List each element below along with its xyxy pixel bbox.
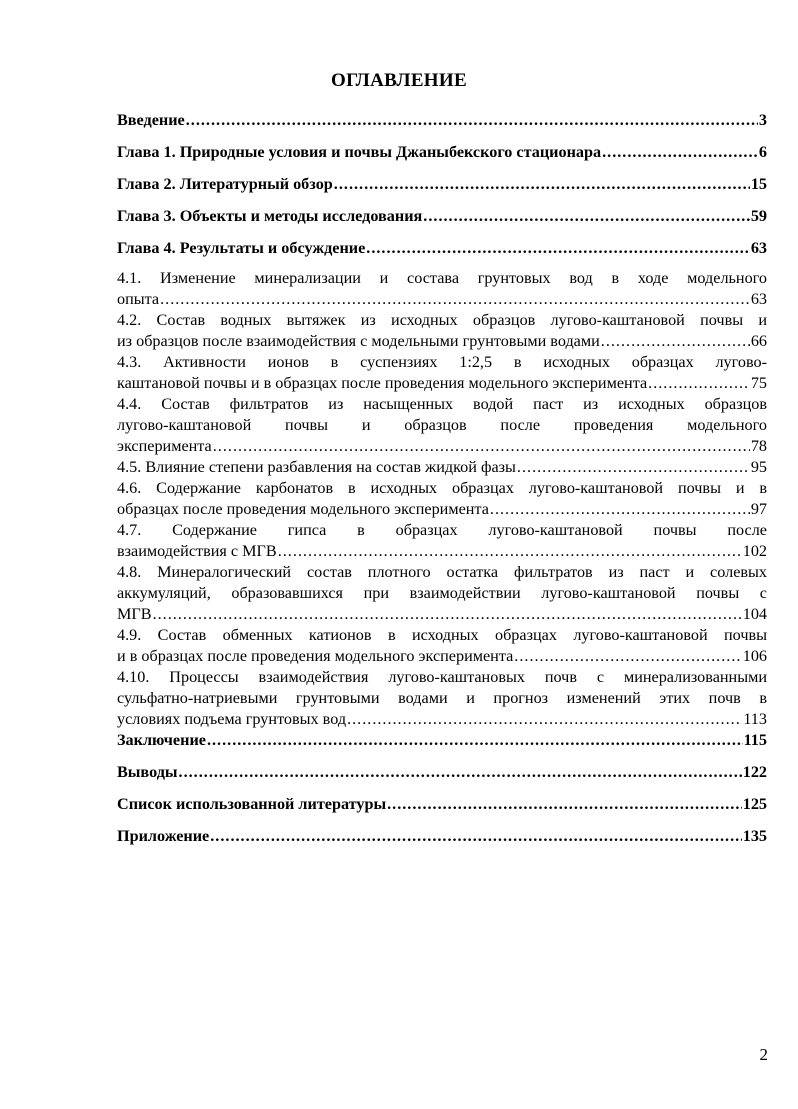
toc-entry[interactable] <box>117 562 767 625</box>
toc-entry-text-line: 4.7. Содержание гипса в образцах лугово-каштановой почвы после <box>117 521 767 539</box>
toc-entry-text-line: аккумуляций, образовавшихся при взаимодействии лугово-каштановой почвы с <box>117 584 767 602</box>
toc-entry-title: из образцов после взаимодействия с модельными грунтовыми водами <box>117 332 600 350</box>
toc-entry[interactable] <box>117 352 767 394</box>
toc-entry-text-line: сульфатно-натриевыми грунтовыми водами и прогноз изменений этих почв в <box>117 689 767 707</box>
dot-leader <box>601 331 750 352</box>
toc-entry-page: 63 <box>750 239 767 257</box>
toc-entry-title: Выводы <box>117 763 178 781</box>
dot-leader <box>179 762 742 783</box>
toc-entry[interactable] <box>117 238 767 259</box>
dot-leader <box>278 541 742 562</box>
toc-entry-title: Глава 2. Литературный обзор <box>117 175 333 193</box>
toc-entry-page: 104 <box>742 605 767 623</box>
toc-entry[interactable] <box>117 310 767 352</box>
table-of-contents <box>117 100 767 847</box>
toc-entry-title: 4.5. Влияние степени разбавления на состав жидкой фазы <box>117 458 516 476</box>
toc-entry-title: и в образцах после проведения модельного эксперимента <box>117 647 514 665</box>
toc-entry[interactable] <box>117 625 767 667</box>
toc-entry-title: Глава 1. Природные условия и почвы Джаныбекского стационара <box>117 143 602 161</box>
toc-entry-page: 75 <box>750 374 767 392</box>
dot-leader <box>648 373 750 394</box>
toc-entry-title: Глава 3. Объекты и методы исследования <box>117 207 423 225</box>
toc-entry-text-line: лугово-каштановой почвы и образцов после проведения модельного <box>117 416 767 434</box>
dot-leader <box>210 826 741 847</box>
toc-entry-page: 63 <box>750 290 767 308</box>
toc-entry-page: 95 <box>750 458 767 476</box>
toc-entry[interactable] <box>117 457 767 478</box>
dot-leader <box>334 174 750 195</box>
dot-leader <box>423 206 750 227</box>
toc-entry-page: 113 <box>743 710 767 728</box>
toc-entry-page: 135 <box>742 827 767 845</box>
toc-entry[interactable] <box>117 794 767 815</box>
toc-entry-page: 125 <box>742 795 767 813</box>
dot-leader <box>602 142 758 163</box>
toc-entry-title: опыта <box>117 290 160 308</box>
dot-leader <box>160 289 750 310</box>
toc-entry-title: Глава 4. Результаты и обсуждение <box>117 239 366 257</box>
toc-entry-page: 6 <box>758 143 767 161</box>
toc-entry-title: каштановой почвы и в образцах после проведения модельного эксперимента <box>117 374 648 392</box>
page-number: 2 <box>759 1045 768 1064</box>
toc-entry[interactable] <box>117 142 767 163</box>
toc-entry-title: эксперимента <box>117 437 212 455</box>
dot-leader <box>517 457 750 478</box>
toc-entry[interactable] <box>117 478 767 520</box>
toc-entry-text-line: 4.9. Состав обменных катионов в исходных образцах лугово-каштановой почвы <box>117 626 767 644</box>
toc-entry[interactable] <box>117 174 767 195</box>
toc-entry-page: 66 <box>750 332 767 350</box>
toc-entry-title: Приложение <box>117 827 210 845</box>
toc-entry-page: 78 <box>750 437 767 455</box>
toc-entry-page: 115 <box>743 731 767 749</box>
toc-entry[interactable] <box>117 206 767 227</box>
toc-entry-page: 3 <box>758 111 767 129</box>
toc-entry[interactable] <box>117 762 767 783</box>
toc-entry[interactable] <box>117 268 767 310</box>
toc-entry[interactable] <box>117 826 767 847</box>
toc-entry-text-line: 4.10. Процессы взаимодействия лугово-каштановых почв с минерализованными <box>117 668 767 686</box>
toc-entry[interactable] <box>117 667 767 730</box>
dot-leader <box>153 604 742 625</box>
toc-entry-page: 106 <box>742 647 767 665</box>
toc-entry[interactable] <box>117 520 767 562</box>
dot-leader <box>347 709 742 730</box>
toc-entry[interactable] <box>117 394 767 457</box>
toc-list <box>117 100 767 847</box>
toc-entry-title: условиях подъема грунтовых вод <box>117 710 347 728</box>
toc-entry-page: 102 <box>742 542 767 560</box>
toc-entry-page: 122 <box>742 763 767 781</box>
toc-entry-title: Список использованной литературы <box>117 795 387 813</box>
toc-entry-text-line: 4.6. Содержание карбонатов в исходных образцах лугово-каштановой почвы и в <box>117 479 767 497</box>
dot-leader <box>514 646 741 667</box>
toc-entry[interactable] <box>117 730 767 751</box>
toc-entry-text-line: 4.4. Состав фильтратов из насыщенных водой паст из исходных образцов <box>117 395 767 413</box>
toc-entry[interactable] <box>117 110 767 131</box>
toc-entry-title: образцах после проведения модельного эксперимента <box>117 500 489 518</box>
toc-title: ОГЛАВЛЕНИЕ <box>331 70 467 91</box>
dot-leader <box>490 499 750 520</box>
toc-entry-page: 15 <box>750 175 767 193</box>
toc-entry-page: 97 <box>750 500 767 518</box>
toc-entry-title: Заключение <box>117 731 206 749</box>
dot-leader <box>186 110 758 131</box>
toc-entry-title: взаимодействия с МГВ <box>117 542 277 560</box>
toc-entry-text-line: 4.8. Минералогический состав плотного остатка фильтратов из паст и солевых <box>117 563 767 581</box>
toc-entry-text-line: 4.1. Изменение минерализации и состава грунтовых вод в ходе модельного <box>117 269 767 287</box>
toc-entry-text-line: 4.3. Активности ионов в суспензиях 1:2,5 в исходных образцах лугово- <box>117 353 767 371</box>
dot-leader <box>213 436 750 457</box>
dot-leader <box>207 730 743 751</box>
toc-entry-title: Введение <box>117 111 185 129</box>
dot-leader <box>387 794 742 815</box>
dot-leader <box>366 238 750 259</box>
toc-entry-title: МГВ <box>117 605 152 623</box>
toc-entry-text-line: 4.2. Состав водных вытяжек из исходных образцов лугово-каштановой почвы и <box>117 311 767 329</box>
toc-entry-page: 59 <box>750 207 767 225</box>
